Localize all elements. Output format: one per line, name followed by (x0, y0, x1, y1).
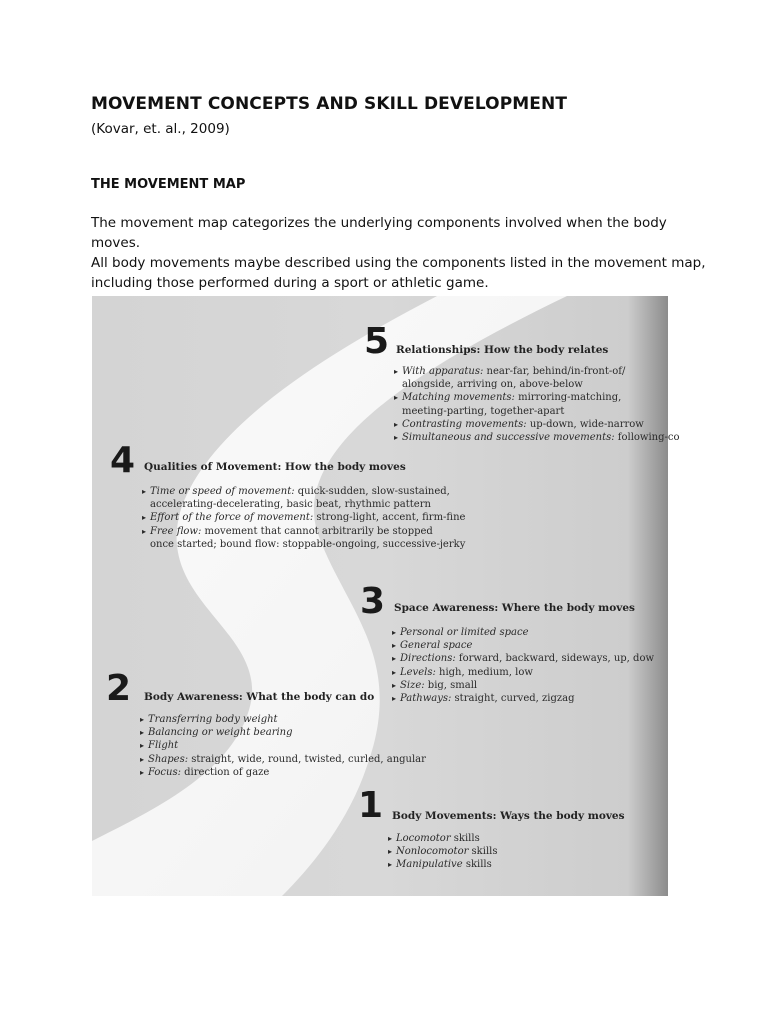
section-items (388, 832, 497, 872)
section-heading: Space Awareness: Where the body moves (394, 602, 635, 614)
item-text: up-down, wide-narrow (526, 418, 644, 430)
document-title: MOVEMENT CONCEPTS AND SKILL DEVELOPMENT (91, 94, 568, 114)
list-item (140, 739, 426, 752)
section-subtitle: THE MOVEMENT MAP (91, 177, 246, 192)
item-text: quick-sudden, slow-sustained, (294, 486, 450, 497)
item-text: following-co (614, 432, 680, 444)
item-continuation: meeting-parting, together-apart (402, 405, 565, 417)
intro-line: including those performed during a sport or athletic game. (91, 275, 489, 291)
section-items (142, 485, 465, 551)
section-heading: Body Awareness: What the body can do (144, 691, 375, 703)
item-text: direction of gaze (180, 766, 270, 778)
list-item (388, 832, 497, 845)
item-lead: Locomotor (396, 833, 451, 844)
item-text: straight, wide, round, twisted, curled, angular (188, 753, 426, 765)
section-number: 4 (110, 440, 136, 481)
item-continuation: alongside, arriving on, above-below (402, 379, 583, 391)
intro-line: All body movements maybe described using the components listed in the movement map, (91, 255, 706, 271)
item-lead: Flight (148, 740, 179, 752)
item-continuation: once started; bound flow: stoppable-ongoing, successive-jerky (150, 538, 466, 550)
movement-map-figure (92, 296, 680, 896)
item-text: near-far, behind/in-front-of/ (483, 366, 626, 377)
citation: (Kovar, et. al., 2009) (91, 121, 230, 137)
item-text: skills (450, 833, 480, 844)
item-lead: Directions: (400, 653, 456, 665)
list-item (140, 713, 426, 726)
item-lead: Transferring body weight (148, 714, 278, 725)
item-text: strong-light, accent, firm-fine (313, 512, 466, 524)
item-lead: Shapes: (148, 753, 189, 765)
list-item (394, 365, 680, 391)
list-item (394, 391, 680, 417)
item-lead: Pathways: (400, 693, 452, 705)
list-item (140, 726, 426, 739)
item-lead: With apparatus: (402, 366, 484, 377)
item-text: movement that cannot arbitrarily be stopped (201, 525, 433, 537)
item-lead: Effort of the force of movement: (150, 512, 314, 524)
item-lead: Levels: (400, 666, 436, 678)
item-lead: Nonlocomotor (396, 846, 469, 858)
item-lead: Matching movements: (402, 392, 515, 404)
section-items (140, 713, 426, 779)
item-lead: Size: (400, 679, 425, 691)
intro-line: The movement map categorizes the underlying components involved when the body moves. (91, 215, 667, 251)
item-lead: Time or speed of movement: (150, 486, 295, 497)
section-heading: Relationships: How the body relates (396, 344, 609, 356)
item-text: skills (468, 846, 498, 858)
item-lead: Manipulative (396, 859, 463, 871)
list-item (140, 766, 426, 779)
item-lead: Balancing or weight bearing (148, 727, 293, 739)
list-item (388, 845, 497, 858)
section-heading: Body Movements: Ways the body moves (392, 810, 625, 822)
item-lead: Simultaneous and successive movements: (402, 432, 615, 444)
item-lead: Free flow: (150, 525, 202, 537)
list-item (392, 652, 654, 665)
list-item (394, 418, 680, 431)
list-item (142, 525, 465, 551)
section-number: 1 (358, 785, 384, 826)
list-item (392, 639, 654, 652)
item-text: big, small (424, 679, 478, 691)
list-item (140, 753, 426, 766)
section-items (394, 365, 680, 444)
section-1-body-movements (358, 785, 658, 888)
item-text: mirroring-matching, (514, 392, 622, 404)
item-lead: Focus: (148, 766, 181, 778)
item-text: straight, curved, zigzag (451, 693, 575, 705)
item-lead: Contrasting movements: (402, 418, 527, 430)
section-heading: Qualities of Movement: How the body moves (144, 461, 406, 473)
list-item (392, 626, 654, 639)
list-item (388, 858, 497, 871)
section-number: 3 (360, 581, 386, 622)
section-number: 5 (364, 321, 390, 362)
list-item (142, 485, 465, 511)
item-text: high, medium, low (435, 666, 533, 678)
section-5-relationships (364, 321, 680, 454)
intro-paragraph (91, 213, 711, 293)
list-item (142, 511, 465, 524)
section-4-qualities (110, 440, 530, 563)
item-text: forward, backward, sideways, up, dow (455, 653, 655, 665)
item-lead: General space (400, 640, 473, 652)
section-number: 2 (106, 668, 132, 709)
item-continuation: accelerating-decelerating, basic beat, rhythmic pattern (150, 499, 431, 511)
item-text: skills (462, 859, 492, 871)
item-lead: Personal or limited space (400, 627, 529, 638)
